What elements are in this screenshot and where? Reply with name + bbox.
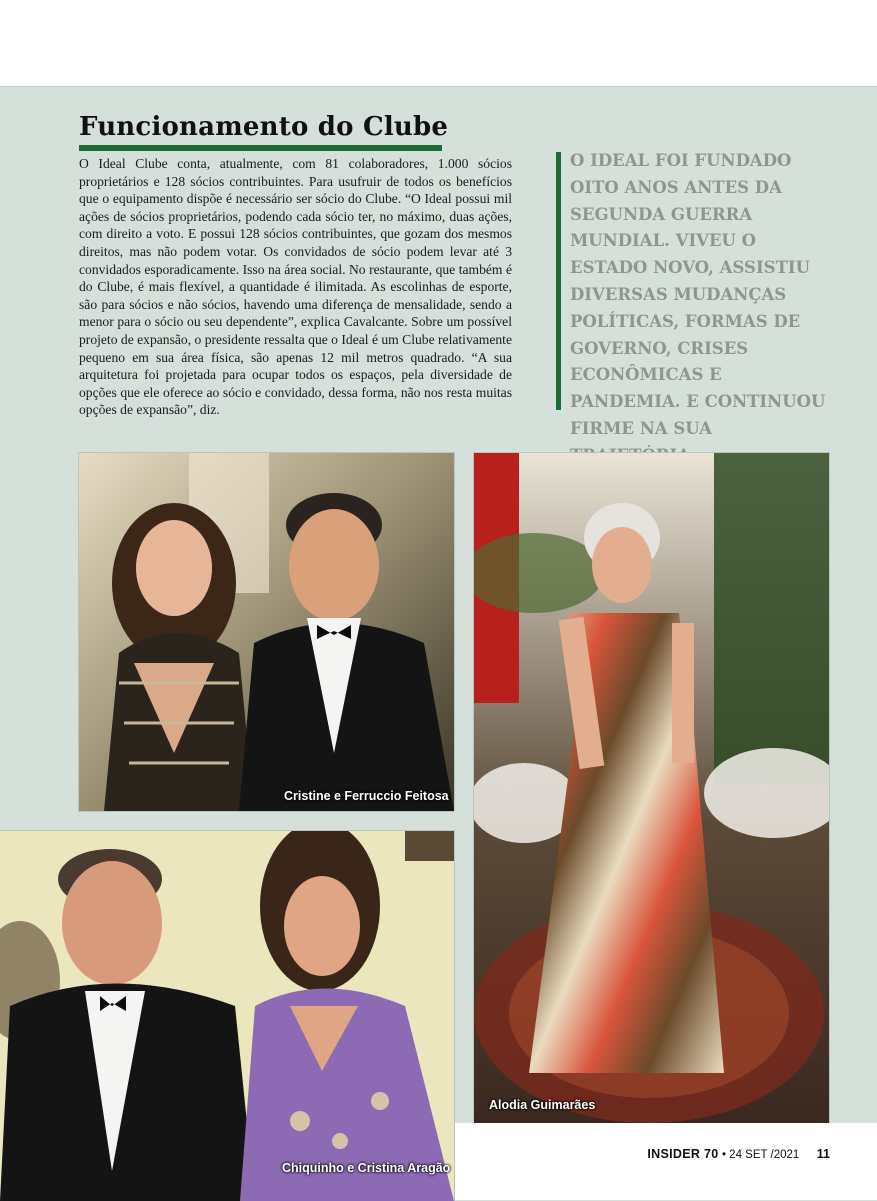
photo-couple-image-2 (0, 831, 454, 1201)
title-underline (79, 145, 442, 151)
photo-caption: Chiquinho e Cristina Aragão (282, 1161, 451, 1175)
page-footer (647, 1147, 830, 1161)
photo-alodia-guimaraes (473, 452, 830, 1125)
photo-caption: Cristine e Ferruccio Feitosa (284, 789, 449, 803)
magazine-name: INSIDER 70 (647, 1147, 719, 1161)
pull-quote-bar (556, 152, 561, 410)
page-number: 11 (816, 1147, 830, 1161)
article-body: O Ideal Clube conta, atualmente, com 81 colaboradores, 1.000 sócios proprietários e 128 sócios contribuintes. Para usufruir de todos os benefícios que o equipamento dispõe é necessário ser sócio do Clube. “O Ideal possui mil ações de sócios proprietários, podendo cada sócio ter, no máximo, duas ações, com direito a voto. E possui 128 sócios contribuintes, que gozam dos mesmos direitos, mas não podem votar. Os convidados de sócio podem levar até 3 convidados esporadicamente. Isso na área social. No restaurante, que também é do Clube, é mais flexível, a quantidade é ilimitada. As escolinhas de esporte, são para sócios e não sócios, havendo uma diferença de mensalidade, sendo a menor para o sócio ou seu dependente”, explica Cavalcante. Sobre um possível projeto de expansão, o presidente ressalta que o Ideal é um Clube relativamente pequeno em sua área física, são apenas 12 mil metros quadrado. “A sua arquitetura foi projetada para ocupar todos os espaços, pela diversidade de opções que ele oferece ao sócio e convidado, dessa forma, não nos resta muitas opções de expansão”, diz. (79, 156, 512, 418)
photo-caption: Alodia Guimarães (489, 1098, 596, 1112)
footer-band (455, 1123, 877, 1200)
photo-cristine-ferruccio (78, 452, 455, 812)
article-title: Funcionamento do Clube (79, 112, 449, 142)
pull-quote: O IDEAL FOI FUNDADO OITO ANOS ANTES DA SEGUNDA GUERRA MUNDIAL. VIVEU O ESTADO NOVO, ASSISTIU DIVERSAS MUDANÇAS POLÍTICAS, FORMAS DE GOVERNO, CRISES ECONÔMICAS E PANDEMIA. E CONTINUOU FIRME NA SUA (570, 151, 826, 438)
photo-couple-image (79, 453, 454, 811)
top-white-margin (0, 0, 877, 86)
issue-date: • 24 SET /2021 (721, 1149, 800, 1161)
photo-woman-image (474, 453, 829, 1124)
photo-chiquinho-cristina (0, 830, 455, 1201)
